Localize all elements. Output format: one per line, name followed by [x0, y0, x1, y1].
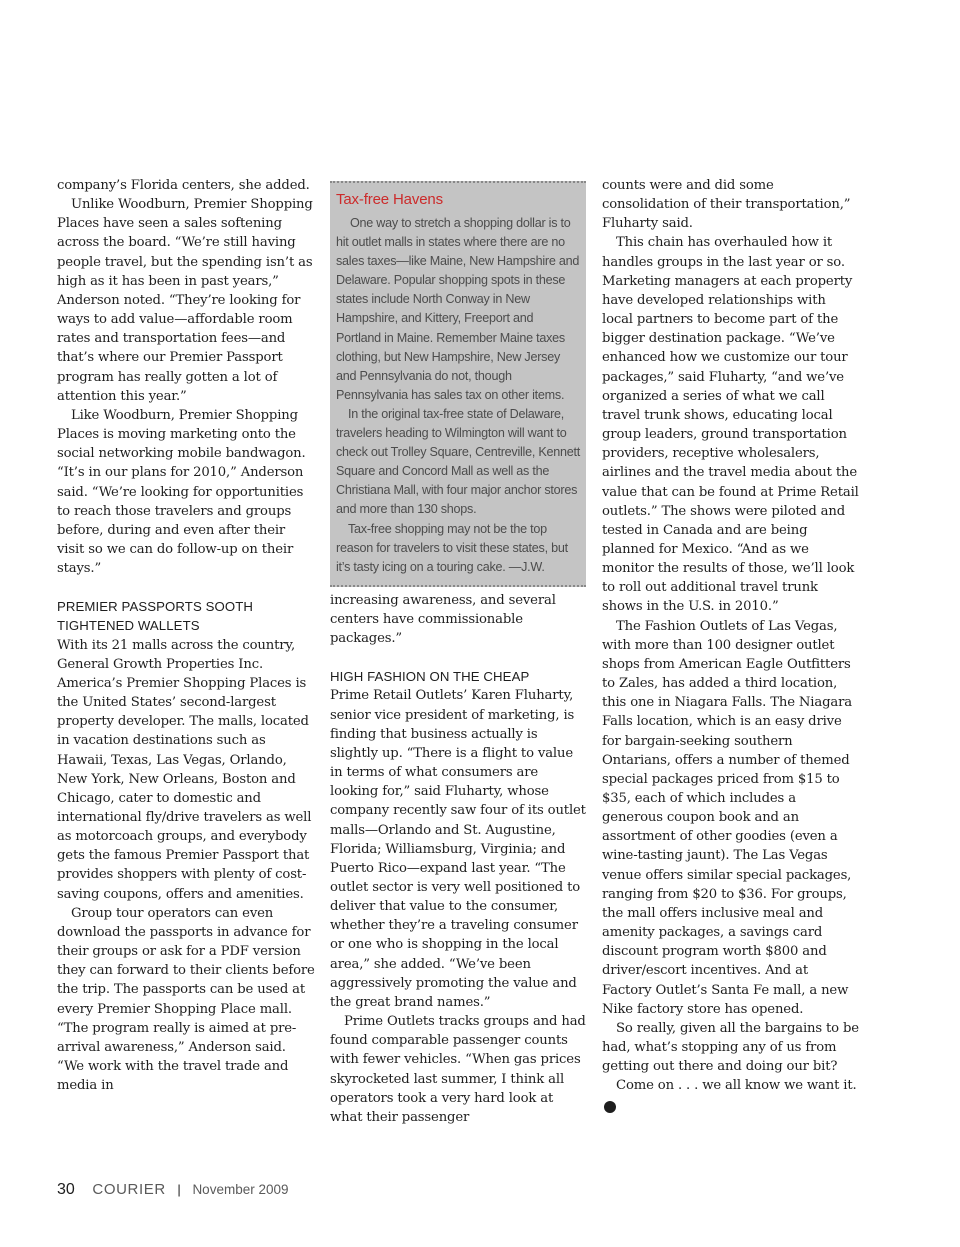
paragraph: This chain has overhauled how it handles groups in the last year or so. Marketing managers at each property have developed relationships with local partners to become part of the bigger destination package. “We’ve enhanced how we customize our tour packages,” said Fluharty, “and we’ve organized a series of what we call travel trunk shows, educating local group leaders, ground transportation providers, receptive wholesalers, airlines and the travel media about the value that can be found at Prime Retail outlets.” The shows were piloted and tested in Canada and are being planned for Mexico. “And as we monitor the results of those, we’ll look to roll out additional travel trunk shows in the U.S. in 2010.” — [602, 235, 859, 615]
paragraph: The Fashion Outlets of Las Vegas, with more than 100 designer outlet shops from American Eagle Outfitters to Zales, has added a third location, this one in Niagara Falls. The Niagara Falls location, which is an easy drive for bargain-seeking southern Ontarians, offers a number of themed special packages priced from $15 to $35, each of which includes a generous coupon book and an assortment of other goodies (even a wine-tasting jaunt). The Las Vegas venue offers similar special packages, ranging from $20 to $36. For groups, the mall offers inclusive meal and amenity packages, a savings card discount program worth $800 and driver/escort incentives. And at Factory Outlet’s Santa Fe mall, a new Nike factory store has opened. — [602, 618, 852, 1017]
paragraph: Prime Retail Outlets’ Karen Fluharty, senior vice president of marketing, is finding that business actually is slightly up. “There is a flight to value in terms of what consumers are looking for,” said Fluharty, whose company recently saw four of its outlet malls—Orlando and St. Augustine, Florida; Williamsburg, Virginia; and Puerto Rico—expand last year. “The outlet sector is very well positioned to deliver that value to the consumer, whether they’re a traveling consumer or one who is shopping in the local area,” she added. “We’ve been aggressively promoting the value and the great brand names.” — [330, 688, 586, 1010]
sidebar-paragraph: Tax-free shopping may not be the top reason for travelers to visit these states, but it’s tasty icing on a touring cake. —J.W. — [336, 521, 568, 574]
paragraph: counts were and did some consolidation of their transportation,” Fluharty said. — [602, 178, 851, 232]
column-2-body — [330, 591, 586, 1127]
closing-text: Come on . . . we all know we want it. — [616, 1078, 857, 1094]
magazine-name: COURIER — [92, 1181, 166, 1198]
paragraph: With its 21 malls across the country, General Growth Properties Inc. America’s Premier Shopping Places is the United States’ second-largest property developer. The malls, located in vacation destinations such as Hawaii, Texas, Las Vegas, Orlando, New York, New Orleans, Boston and Chicago, cater to domestic and international fly/drive travelers as well as motorcoach groups, and everybody gets the famous Premier Passport that provides shoppers with plenty of cost-saving coupons, offers and amenities. — [57, 637, 312, 902]
page-number: 30 — [57, 1181, 75, 1198]
article-column-3 — [602, 176, 860, 1115]
issue-date: November 2009 — [192, 1182, 289, 1197]
paragraph: Like Woodburn, Premier Shopping Places is moving marketing onto the social networking mobile bandwagon. “It’s in our plans for 2010,” Anderson said. “We’re looking for opportunities to reach those travelers and groups before, during and even after their visit so we can do follow-up on their stays.” — [57, 407, 306, 577]
tax-free-havens-sidebar — [330, 181, 586, 587]
page-footer — [57, 1181, 289, 1199]
sidebar-paragraph: In the original tax-free state of Delaware, travelers heading to Wilmington will want to check out Trolley Square, Centreville, Kennett Square and Concord Mall as well as the Christiana Mall, with four major anchor stores and more than 130 shops. — [336, 406, 581, 517]
paragraph: company’s Florida centers, she added. — [57, 178, 310, 193]
article-column-2 — [330, 176, 586, 1127]
paragraph: increasing awareness, and several centers have commissionable packages.” — [330, 592, 556, 647]
section-subhead: HIGH FASHION ON THE CHEAP — [330, 669, 530, 685]
paragraph: So really, given all the bargains to be had, what’s stopping any of us from getting out there and doing our bit? — [602, 1020, 859, 1075]
paragraph: Prime Outlets tracks groups and had found comparable passenger counts with fewer vehicles. “When gas prices skyrocketed last summer, I think all operators took a very hard look at what their passenger — [330, 1014, 586, 1125]
paragraph: Group tour operators can even download the passports in advance for their groups or ask for a PDF version they can forward to their clients before the trip. The passports can be used at every Premier Shopping Place mall. “The program really is aimed at pre-arrival awareness,” Anderson said. “We work with the travel trade and media in — [57, 905, 315, 1094]
sidebar-title: Tax-free Havens — [336, 191, 443, 208]
paragraph: Unlike Woodburn, Premier Shopping Places have seen a sales softening across the board. “We’re still having people travel, but the spending isn’t as high as it has been in past years,” Anderson noted. “They’re looking for ways to add value—affordable room rates and transportation fees—and that’s where our Premier Passport program has really gotten a lot of attention this year.” — [57, 197, 313, 404]
end-mark-icon: C — [604, 1101, 616, 1113]
footer-separator: | — [177, 1182, 181, 1197]
paragraph-final — [602, 1076, 860, 1114]
section-subhead: PREMIER PASSPORTS SOOTH TIGHTENED WALLETS — [57, 599, 253, 634]
sidebar-paragraph: One way to stretch a shopping dollar is to hit outlet malls in states where there are no sales taxes—like Maine, New Hampshire and Delaware. Popular shopping spots in these states include North Conway in New Hampshire, and Kittery, Freeport and Portland in Maine. Remember Maine taxes clothing, but New Hampshire, New Jersey and Pennsylvania do not, though Pennsylvania has sales tax on other items. — [336, 216, 580, 402]
article-column-1 — [57, 176, 315, 1095]
